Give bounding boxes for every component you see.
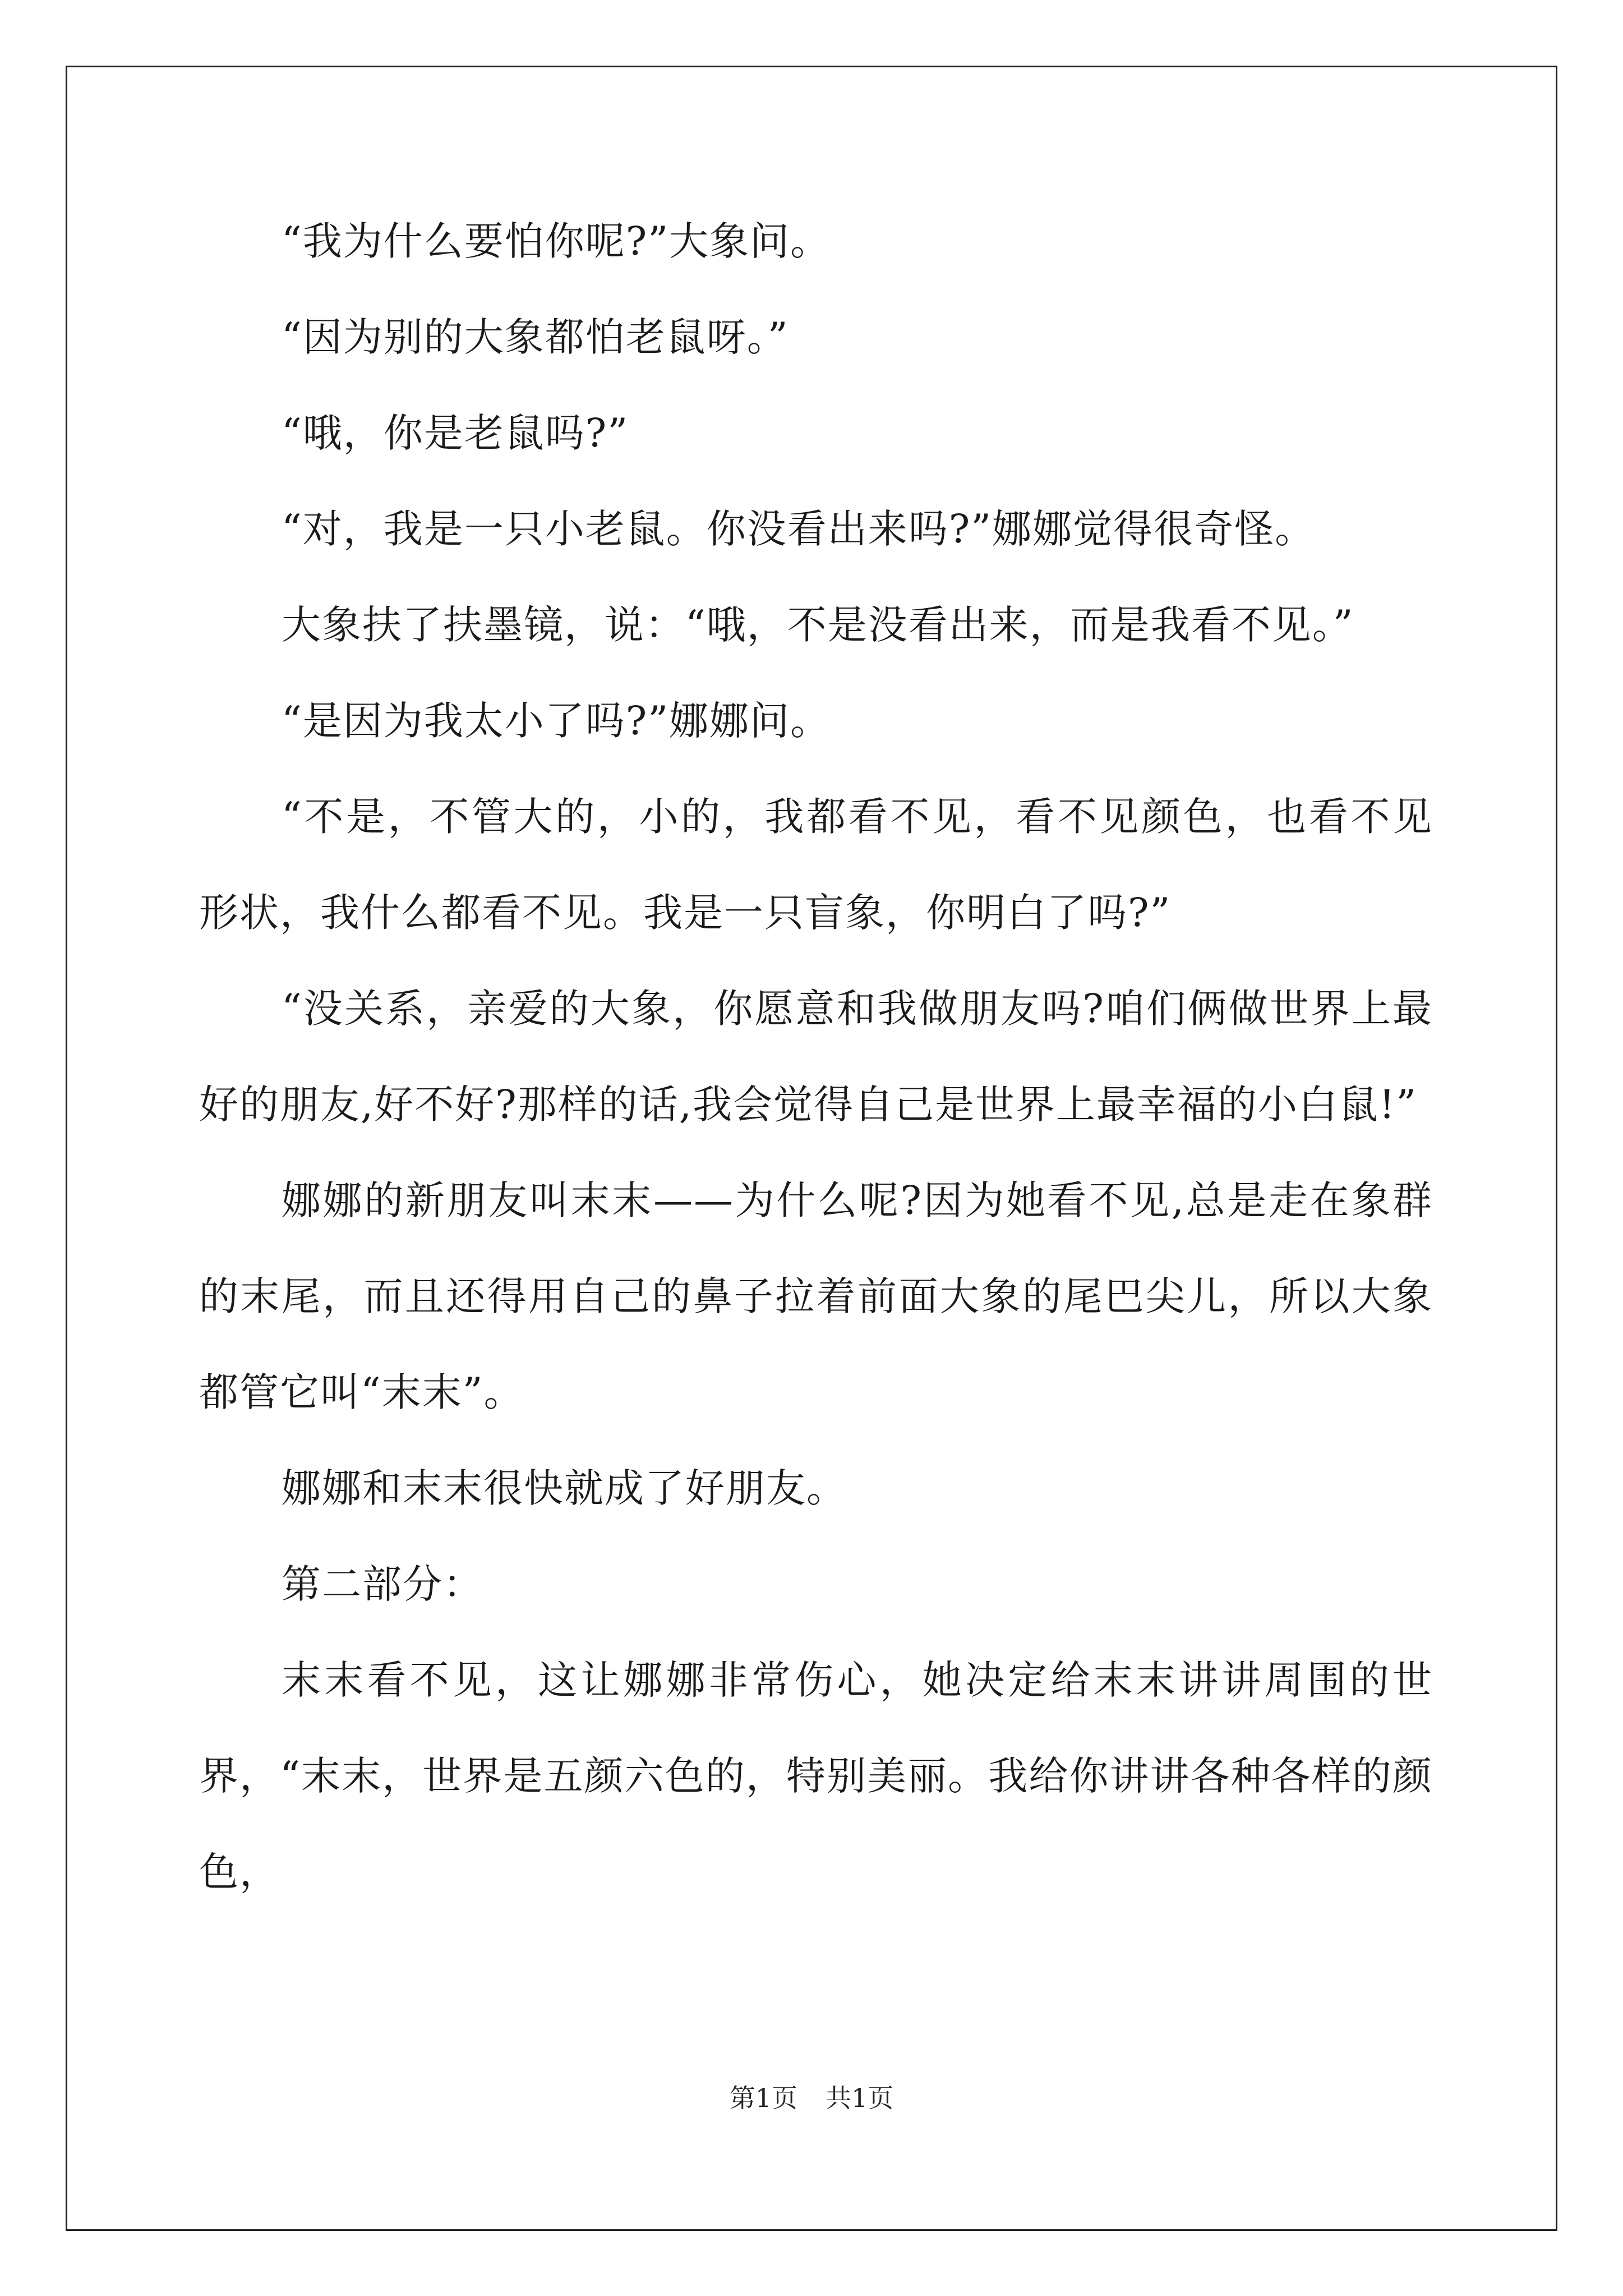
paragraph: “不是，不管大的，小的，我都看不见，看不见颜色，也看不见形状，我什么都看不见。我是一只盲象，你明白了吗?” [199,794,1433,936]
paragraph: “是因为我太小了吗?”娜娜问。 [282,698,831,744]
page-footer [0,2081,1623,2115]
paragraph: 娜娜的新朋友叫末末——为什么呢?因为她看不见,总是走在象群的末尾，而且还得用自己的鼻子拉着前面大象的尾巴尖儿，所以大象都管它叫“末末”。 [199,1177,1433,1415]
document-body [199,194,1433,1920]
paragraph: “我为什么要怕你呢?”大象问。 [282,218,831,264]
paragraph: “因为别的大象都怕老鼠呀。” [282,314,789,360]
paragraph: “没关系，亲爱的大象，你愿意和我做朋友吗?咱们俩做世界上最好的朋友,好不好?那样的话,我会觉得自己是世界上最幸福的小白鼠!” [199,986,1433,1128]
paragraph: “对，我是一只小老鼠。你没看出来吗?”娜娜觉得很奇怪。 [282,506,1316,552]
paragraph: “哦，你是老鼠吗?” [282,410,629,456]
page-total: 共1页 [826,2083,894,2113]
page-number: 第1页 [729,2083,797,2113]
paragraph: 末末看不见，这让娜娜非常伤心，她决定给末末讲讲周围的世界，“末末，世界是五颜六色的，特别美丽。我给你讲讲各种各样的颜色， [199,1657,1433,1895]
paragraph: 娜娜和末末很快就成了好朋友。 [282,1465,847,1511]
paragraph: 大象扶了扶墨镜，说：“哦，不是没看出来，而是我看不见。” [282,602,1354,648]
section-heading: 第二部分： [282,1561,483,1607]
